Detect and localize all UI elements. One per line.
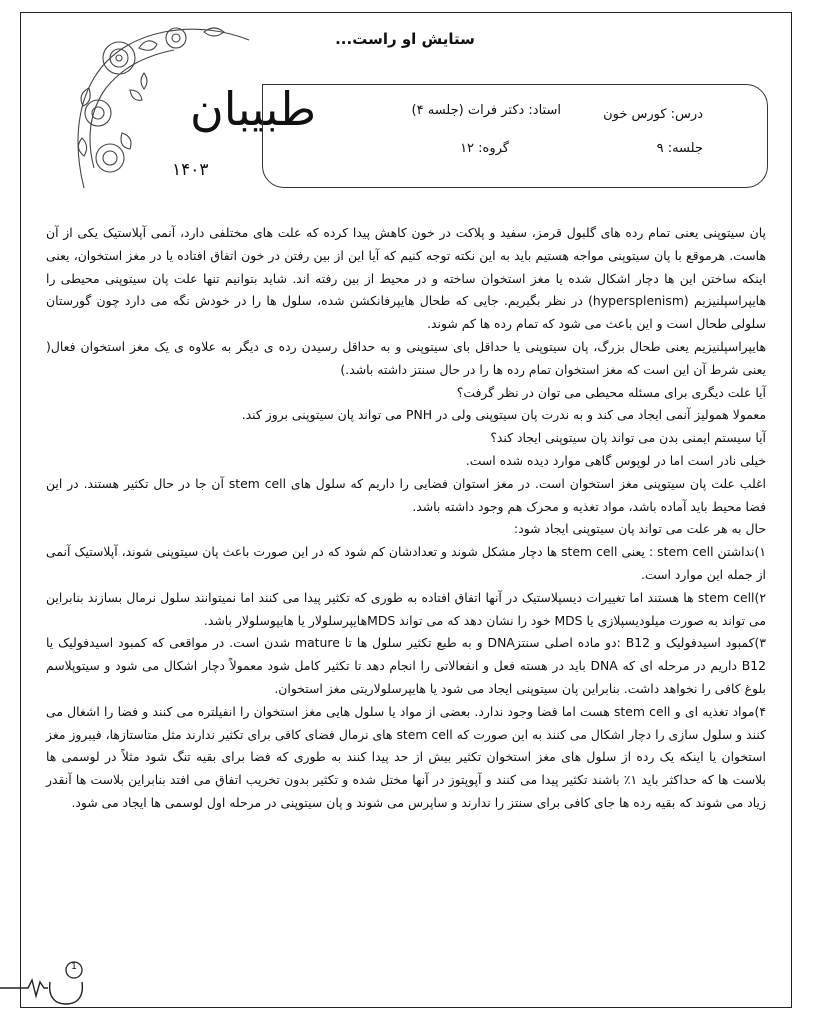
page-title: ستایش او راست...	[335, 30, 475, 48]
stethoscope-icon	[0, 952, 100, 1008]
paragraph: آیا علت دیگری برای مسئله محیطی می توان در نظر گرفت؟	[456, 384, 766, 400]
group-label: گروه: ۱۲	[460, 141, 509, 156]
paragraph: پان سیتوپنی یعنی تمام رده های گلبول قرمز، سفید و پلاکت در خون کاهش پیدا کرده که علت های مختلفی دارد، آنمی آپلاستیک یکی از آن هاست. هرموقع با پان سیتوپنی مواجه هستیم باید به این نکته توجه کنیم که آیا این از بین رفتن در خون اتفاق افتاده یا در مغز استخوان، یعنی اینکه ساختن این ها دچار اشکال شده یا مغز استخوان ساخته و در محیط از بین رفته اند. شاید بتوانیم تنها علت پان سیتوپنی محیطی را هایپراسپلنیزیم (hypersplenism) در نظر بگیریم. جایی که طحال هایپرفانکشن شده، سلول ها را در خودش نگه می دارد چون گورستان سلولی طحال است و این باعث می شود که تمام رده ها کم شوند.	[46, 225, 766, 332]
paragraph: ۲)stem cell ها هستند اما تغییرات دیسپلاستیک در آنها اتفاق افتاده به طوری که تکثیر پیدا می کنند اما نمیتوانند سلول نرمال بسازند بنابراین می تواند به صورت میلودیسپلازی یا MDS خود را نشان دهد که می تواند MDSهایپرسلولار یا هایپوسلولار باشد.	[46, 589, 766, 628]
paragraph: ۳)کمبود اسیدفولیک و B12 :دو ماده اصلی سنتزDNA و به طبع تکثیر سلول ها تا mature شدن است. در مواقعی که کمبود اسیدفولیک یا B12 داریم در مرحله ای که DNA باید در هسته فعل و انفعالاتی را انجام دهد تا تکثیر کامل شود معمولاً دچار اشکال می شود و سیتوپلاسم بلوغ کافی را نخواهد داشت. بنابراین پان سیتوپنی ایجاد می شود یا هایپرسلولاریتی مغز استخوان.	[46, 635, 766, 696]
paragraph: معمولا همولیز آنمی ایجاد می کند و به ندرت پان سیتوپنی ولی در PNH می تواند پان سیتوپنی بروز کند.	[241, 407, 766, 423]
document-body	[46, 222, 766, 815]
paragraph: ۱)نداشتن stem cell : یعنی stem cell ها دچار مشکل شوند و تعدادشان کم شود که در این صورت باعث پان سیتوپنی شوند، آپلاستیک آنمی از جمله این موارد است.	[46, 544, 766, 582]
paragraph: هایپراسپلنیزیم یعنی طحال بزرگ، پان سیتوپنی یا حداقل بای سیتوپنی و به حداقل رسیدن رده ی دیگر به علاوه ی یک مغز استخوان فعال( یعنی شرط آن این است که مغز استخوان تمام رده ها را در حال سنتز داشته باشد.)	[46, 338, 766, 377]
course-info-box	[262, 84, 768, 188]
page-number: 1	[71, 962, 77, 972]
session-label: جلسه: ۹	[656, 141, 703, 156]
emblem-year: ۱۴۰۳	[172, 160, 209, 180]
paragraph: حال به هر علت می تواند پان سیتوپنی ایجاد شود:	[514, 521, 766, 537]
teacher-label: استاد: دکتر فرات (جلسه ۴)	[411, 103, 561, 118]
paragraph: ۴)مواد تغذیه ای و stem cell هست اما فضا وجود ندارد. بعضی از مواد یا سلول هایی مغز استخوان را انفیلتره می کنند و فضا را اشغال می کنند و سلول سازی را دچار اشکال می کنند به این صورت که stem cell های نرمال فضای کافی برای تکثیر ندارند مثل متاستازها، فیبروز مغز استخوان یا اینکه یک رده از سلول های مغز استخوان تکثیر بیش از حد پیدا کنند به طوری که فضا برای بقیه تنگ شود مثلاً در لوسمی ها بلاست ها که حداکثر باید ۱٪ باشند تکثیر پیدا می کنند و آپوپتوز در آنها مختل شده و تکثیر بدون تخریب اتفاق می افتد بنابراین بلاست ها آنقدر زیاد می شوند که بقیه رده ها جای کافی برای سنتز را ندارند و ساپرس می شوند و پان سیتوپنی در مرحله اول لوسمی ها ایجاد می شود.	[46, 703, 766, 810]
paragraph: آیا سیستم ایمنی بدن می تواند پان سیتوپنی ایجاد کند؟	[490, 430, 766, 446]
paragraph: خیلی نادر است اما در لوپوس گاهی موارد دیده شده است.	[465, 452, 766, 468]
paragraph: اغلب علت پان سیتوپنی مغز استخوان است. در مغز استوان فضایی را داریم که سلول های stem cell آن جا در حال تکثیر هستند. در این فضا محیط باید آماده باشد، مواد تغذیه و محرک هم وجود داشته باشد.	[46, 475, 766, 514]
emblem-word: طبیبان	[190, 82, 317, 136]
course-label: درس: کورس خون	[603, 107, 703, 122]
